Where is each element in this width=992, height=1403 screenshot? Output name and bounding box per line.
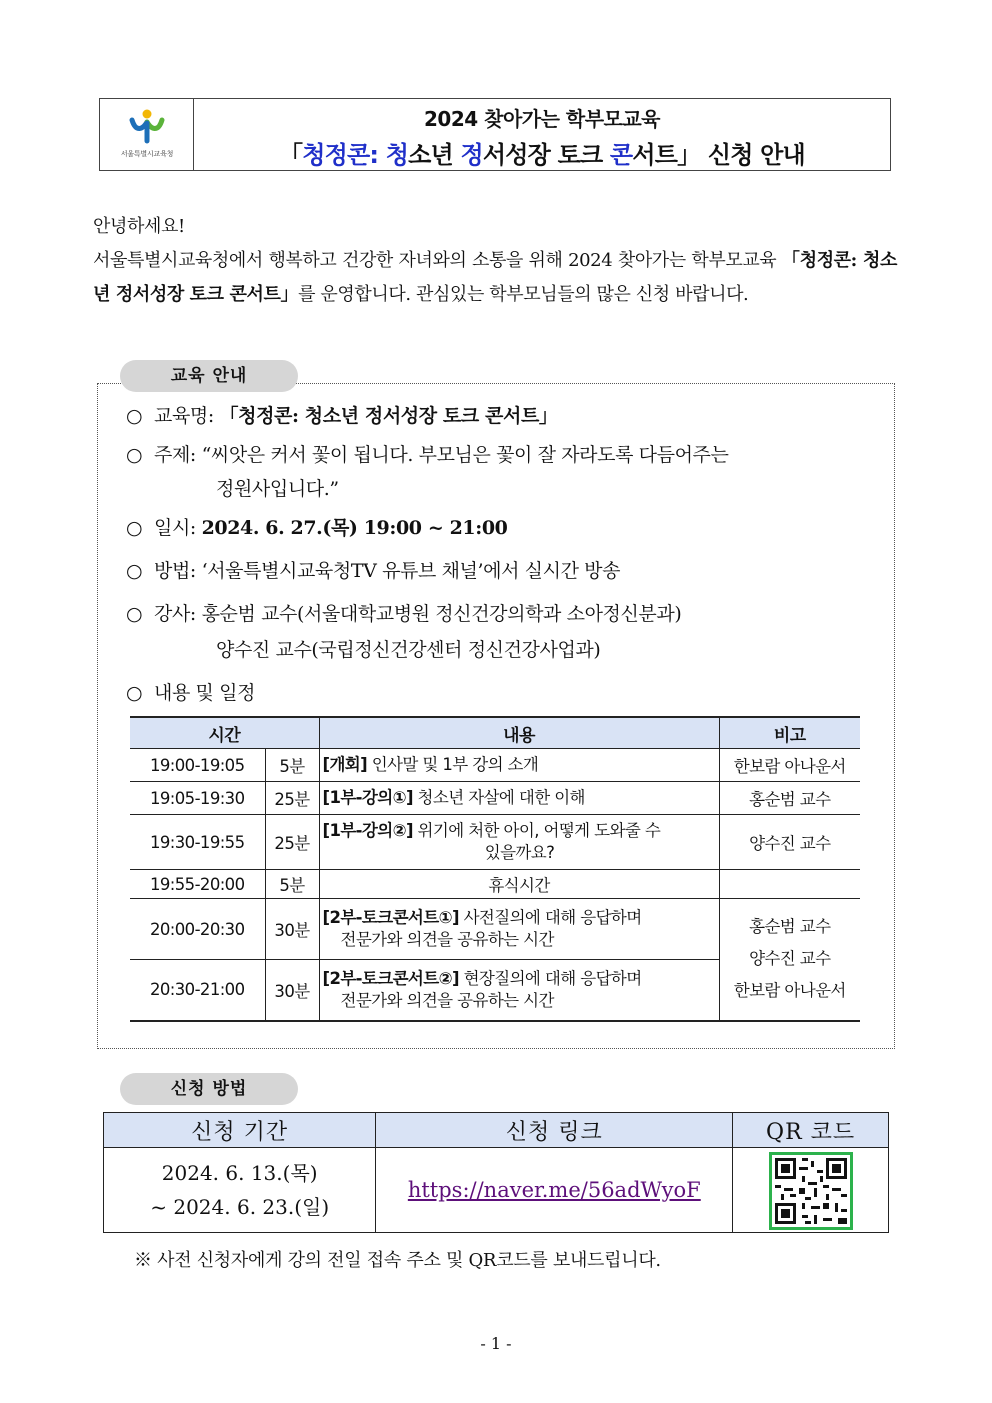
table-row — [130, 899, 860, 960]
cell-note: 한보람 아나운서 — [719, 749, 860, 782]
item-date: ○ 일시: 2024. 6. 27.(목) 19:00 ~ 21:00 — [126, 517, 508, 539]
table-row — [130, 870, 860, 899]
cell-duration: 25분 — [265, 815, 319, 870]
cell-time: 19:00-19:05 — [130, 749, 265, 782]
cell-content: [2부-토크콘서트②] 현장질의에 대해 응답하며 전문가와 의견을 공유하는 시간 — [319, 960, 719, 1021]
cell-content: [개회] 인사말 및 1부 강의 소개 — [319, 749, 719, 782]
page-number: - 1 - — [480, 1334, 512, 1353]
header-period: 신청 기간 — [104, 1113, 376, 1148]
table-row — [130, 749, 860, 782]
cell-time: 19:05-19:30 — [130, 782, 265, 815]
intro-greeting: 안녕하세요! — [93, 216, 185, 237]
item-method: ○ 방법: ‘서울특별시교육청TV 유튜브 채널’에서 실시간 방송 — [126, 560, 621, 582]
header-qr: QR 코드 — [733, 1113, 889, 1148]
item-lecturer-2: 양수진 교수(국립정신건강센터 정신건강사업과) — [216, 639, 601, 661]
cell-duration: 30분 — [265, 960, 319, 1021]
cell-period: 2024. 6. 13.(목) ~ 2024. 6. 23.(일) — [104, 1148, 376, 1233]
cell-qr — [733, 1148, 889, 1233]
item-topic-continued: 정원사입니다.” — [216, 478, 339, 500]
cell-duration: 30분 — [265, 899, 319, 960]
header-content: 내용 — [319, 717, 719, 749]
intro-paragraph: 서울특별시교육청에서 행복하고 건강한 자녀와의 소통을 위해 2024 찾아가는 학부모교육 「청정콘: 청소년 정서성장 토크 콘서트」를 운영합니다. 관심있는 학부모님들의 많은 신청 바랍니다. — [93, 250, 897, 305]
apply-header-row — [104, 1113, 889, 1148]
cell-duration: 5분 — [265, 749, 319, 782]
title-line1: 2024 찾아가는 학부모교육 — [424, 107, 660, 131]
apply-table — [103, 1112, 889, 1233]
cell-time: 19:55-20:00 — [130, 870, 265, 899]
schedule-table — [130, 716, 860, 1022]
apply-note: ※ 사전 신청자에게 강의 전일 접속 주소 및 QR코드를 보내드립니다. — [134, 1250, 661, 1271]
header-time: 시간 — [130, 717, 319, 749]
cell-content: [2부-토크콘서트①] 사전질의에 대해 응답하며 전문가와 의견을 공유하는 시간 — [319, 899, 719, 960]
title-cell — [194, 99, 890, 170]
item-lecturer: ○ 강사: 홍순범 교수(서울대학교병원 정신건강의학과 소아정신분과) — [126, 603, 682, 625]
item-course-name: ○ 교육명: 「청정콘: 청소년 정서성장 토크 콘서트」 — [126, 405, 558, 427]
document-header — [99, 98, 891, 171]
cell-note — [719, 870, 860, 899]
schedule-header-row — [130, 717, 860, 749]
logo-text: 서울특별시교육청 — [120, 150, 174, 158]
table-row — [130, 782, 860, 815]
cell-time: 19:30-19:55 — [130, 815, 265, 870]
cell-link — [376, 1148, 733, 1233]
cell-time: 20:00-20:30 — [130, 899, 265, 960]
section-apply-label: 신청 방법 — [120, 1073, 298, 1105]
item-topic: ○ 주제: “씨앗은 커서 꽃이 됩니다. 부모님은 꽃이 잘 자라도록 다듬어주는 — [126, 444, 729, 466]
header-note: 비고 — [719, 717, 860, 749]
item-schedule-label: ○ 내용 및 일정 — [126, 682, 256, 704]
cell-note: 홍순범 교수 — [719, 782, 860, 815]
cell-content: [1부-강의②] 위기에 처한 아이, 어떻게 도와줄 수 있을까요? — [319, 815, 719, 870]
cell-note-merged: 홍순범 교수 양수진 교수 한보람 아나운서 — [719, 899, 860, 1021]
section-education-label: 교육 안내 — [120, 360, 298, 392]
cell-content: [1부-강의①] 청소년 자살에 대한 이해 — [319, 782, 719, 815]
apply-link[interactable]: https://naver.me/56adWyoF — [407, 1178, 701, 1202]
table-row — [130, 815, 860, 870]
cell-time: 20:30-21:00 — [130, 960, 265, 1021]
apply-row — [104, 1148, 889, 1233]
cell-duration: 5분 — [265, 870, 319, 899]
cell-content: 휴식시간 — [319, 870, 719, 899]
seoul-education-logo — [128, 107, 166, 145]
header-link: 신청 링크 — [376, 1113, 733, 1148]
cell-duration: 25분 — [265, 782, 319, 815]
title-line2: 「청정콘: 청소년 정서성장 토크 콘서트」 신청 안내 — [279, 141, 805, 169]
qr-code-icon[interactable] — [769, 1152, 853, 1230]
logo-cell — [100, 99, 194, 170]
cell-note: 양수진 교수 — [719, 815, 860, 870]
